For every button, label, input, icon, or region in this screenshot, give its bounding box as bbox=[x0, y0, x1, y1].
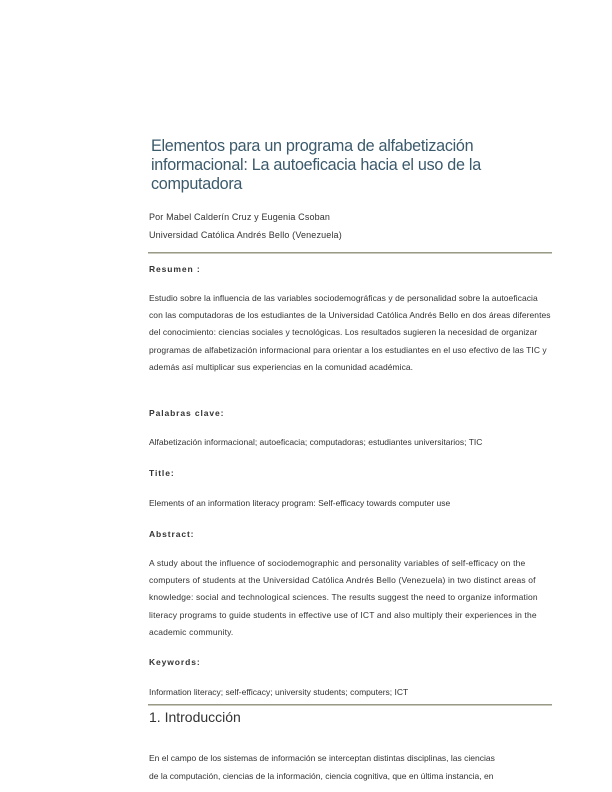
palabras-clave-heading: Palabras clave: bbox=[149, 408, 225, 418]
abstract-heading: Abstract: bbox=[149, 529, 195, 539]
introduccion-line-1: En el campo de los sistemas de información se interceptan distintas disciplinas, las ciencias bbox=[149, 753, 495, 763]
keywords-heading: Keywords: bbox=[149, 657, 201, 667]
title-en-heading: Title: bbox=[149, 468, 175, 478]
article-authors: Por Mabel Calderín Cruz y Eugenia Csoban bbox=[149, 212, 331, 222]
abstract-text: A study about the influence of sociodemographic and personality variables of self-efficacy on the computers of students at the Universidad Católica Andrés Bello (Venezuela) in two distinct areas of knowledge: social and technological sciences. The results suggest the need to organize information literacy programs to guide students in effective use of ICT and also multiply their experiences in the academic community. bbox=[149, 558, 538, 637]
divider bbox=[148, 704, 552, 706]
divider bbox=[148, 252, 552, 254]
introduccion-line-2: de la computación, ciencias de la información, ciencia cognitiva, que en última instancia, en bbox=[149, 771, 494, 781]
article-page bbox=[148, 0, 552, 792]
section-heading-introduccion: 1. Introducción bbox=[149, 709, 241, 725]
article-affiliation: Universidad Católica Andrés Bello (Venezuela) bbox=[149, 230, 342, 240]
palabras-clave-text: Alfabetización informacional; autoeficacia; computadoras; estudiantes universitarios; TIC bbox=[149, 437, 483, 447]
resumen-text: Estudio sobre la influencia de las variables sociodemográficas y de personalidad sobre la autoeficacia con las computadoras de los estudiantes de la Universidad Católica Andrés Bello en dos áreas diferentes del conocimiento: ciencias sociales y tecnológicas. Los resultados sugieren la necesidad de organizar programas de alfabetización informacional para orientar a los estudiantes en el uso efectivo de las TIC y además así multiplicar sus experiencias en la comunidad académica. bbox=[149, 293, 551, 372]
title-en-text: Elements of an information literacy program: Self-efficacy towards computer use bbox=[149, 498, 451, 508]
keywords-text: Information literacy; self-efficacy; university students; computers; ICT bbox=[149, 687, 409, 697]
resumen-heading: Resumen : bbox=[149, 264, 201, 274]
article-title: Elementos para un programa de alfabetización informacional: La autoeficacia hacia el uso de la computadora bbox=[151, 136, 481, 193]
